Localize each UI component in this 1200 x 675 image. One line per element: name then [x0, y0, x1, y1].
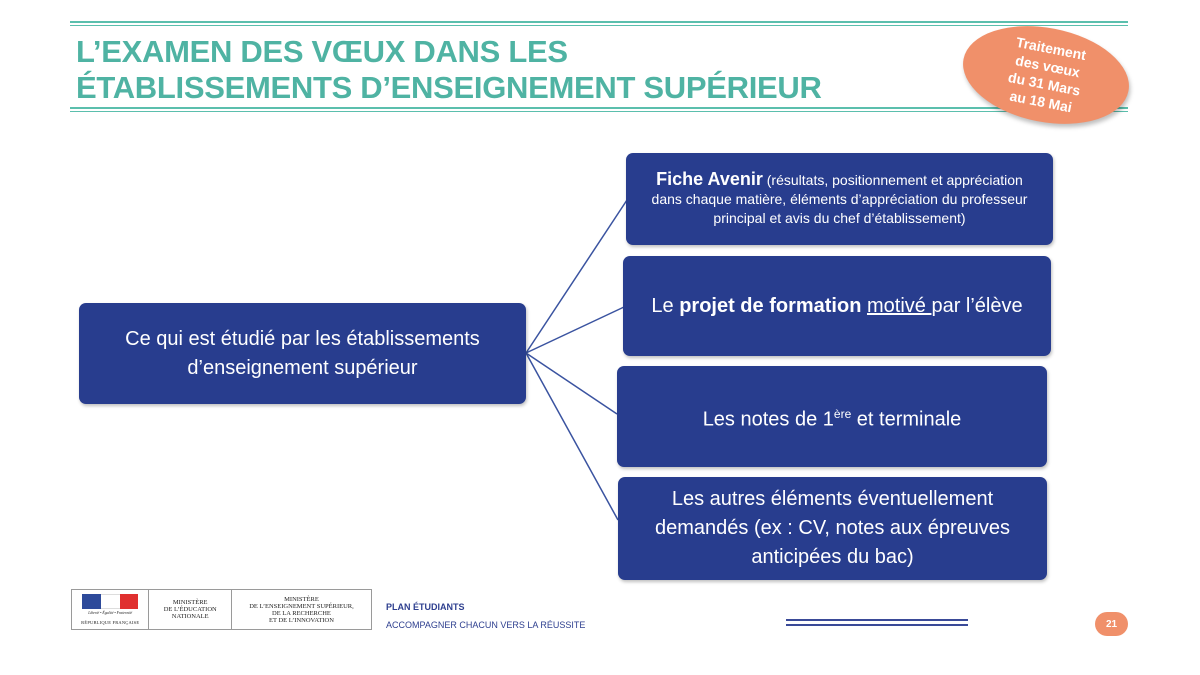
autres-elements-box	[618, 477, 1047, 580]
notes-box	[617, 366, 1047, 467]
projet-underlined: motivé	[866, 295, 932, 317]
ministry-education	[149, 590, 231, 629]
footer-tagline: ACCOMPAGNER CHACUN VERS LA RÉUSSITE	[386, 620, 586, 630]
page-number-badge	[1095, 612, 1128, 636]
notes-prefix: Les notes de 1	[702, 408, 834, 431]
notes-suffix: et terminale	[851, 408, 962, 431]
connector-box4	[526, 353, 618, 520]
tricolor-flag	[82, 594, 138, 609]
projet-bold: projet de formation	[679, 295, 862, 317]
notes-text	[703, 399, 962, 435]
footer-double-rule	[786, 619, 968, 626]
ministry-higher-text: MINISTÈRE DE L’ENSEIGNEMENT SUPÉRIEUR, DE LA RECHERCHE ET DE L’INNOVATION	[249, 595, 354, 624]
source-box	[79, 303, 526, 404]
source-box-text: Ce qui est étudié par les établissements d’enseignement supérieur	[125, 327, 480, 379]
fiche-avenir-title: Fiche Avenir	[656, 169, 763, 189]
plan-etudiants-label: PLAN ÉTUDIANTS	[386, 602, 465, 612]
ministry-higher-education	[232, 590, 371, 629]
ministry-education-text: MINISTÈRE DE L’ÉDUCATION NATIONALE	[163, 599, 217, 620]
logo-republique: RÉPUBLIQUE FRANÇAISE	[81, 619, 140, 625]
projet-formation-text	[651, 291, 1022, 321]
title-line-2: ÉTABLISSEMENTS D’ENSEIGNEMENT SUPÉRIEUR	[76, 70, 822, 105]
autres-elements-text: Les autres éléments éventuellement demandés (ex : CV, notes aux épreuves anticipées du bac)	[654, 488, 1011, 568]
marianne-logo	[72, 590, 149, 629]
projet-formation-box	[623, 256, 1051, 356]
projet-suffix: par l’élève	[931, 295, 1023, 317]
page-number: 21	[1105, 618, 1118, 630]
fiche-avenir-text	[644, 170, 1035, 228]
title-line-1: L’EXAMEN DES VŒUX DANS LES	[76, 34, 568, 69]
fiche-avenir-box	[626, 153, 1053, 245]
projet-prefix: Le	[651, 295, 680, 317]
date-badge-text: Traitement des vœux du 31 Mars au 18 Mai	[1006, 33, 1088, 116]
connector-box3	[526, 353, 617, 414]
fiche-avenir-detail: (résultats, positionnement et appréciation dans chaque matière, éléments d’appréciation du professeur principal et avis du chef d’établissement)	[651, 172, 1028, 226]
ministry-logo-block	[71, 589, 372, 630]
logo-motto: Liberté • Égalité • Fraternité	[88, 610, 133, 615]
notes-sup: ère	[833, 406, 852, 421]
